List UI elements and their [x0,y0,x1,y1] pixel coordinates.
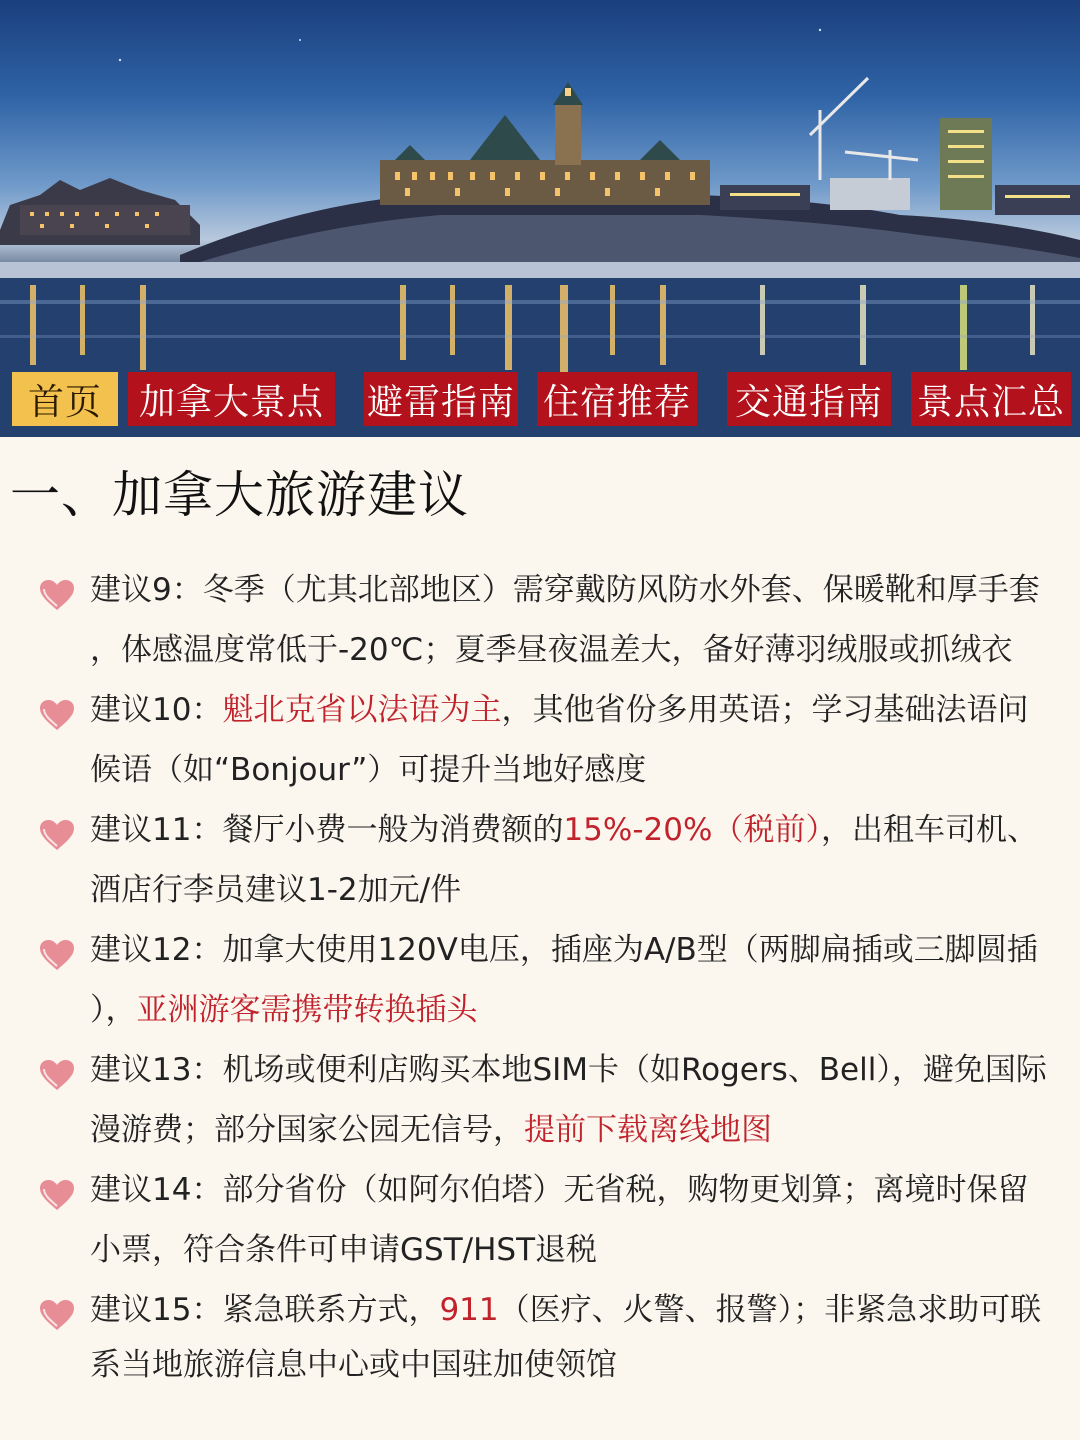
tip-text: ）， [90,992,137,1028]
tip-text: 建议10： [90,692,223,728]
nav-tab-attractions-summary[interactable]: 景点汇总 [911,372,1071,426]
tip-text: 建议13：机场或便利店购买本地SIM卡（如Rogers、Bell），避免国际 [90,1052,1047,1088]
heart-icon [38,1178,76,1212]
tip-line-1 [90,1050,1050,1090]
tip-text: 建议15：紧急联系方式， [90,1292,440,1328]
tip-line-2 [90,990,1050,1030]
nav-tab-canada-attractions[interactable]: 加拿大景点 [128,372,335,426]
tip-line-2 [90,630,1050,670]
chateau-hotel [0,178,200,245]
heart-icon [38,578,76,612]
tip-text: 候语（如“Bonjour”）可提升当地好感度 [90,752,647,788]
tip-text: 小票，符合条件可申请GST/HST退税 [90,1232,598,1268]
top-nav [0,370,1080,430]
highlight-text: 魁北克省以法语为主 [222,692,502,728]
parliament-building [380,82,710,205]
tip-line-1 [90,1290,1050,1330]
tip-line-2 [90,1110,1050,1150]
highlight-text: 15%-20%（税前） [563,812,821,848]
tip-text: 建议12：加拿大使用120V电压，插座为A/B型（两脚扁插或三脚圆插 [90,932,1038,968]
nav-tab-home[interactable]: 首页 [12,372,118,426]
heart-icon [38,938,76,972]
heart-icon [38,698,76,732]
tip-line-2 [90,750,1050,790]
tip-text: （医疗、火警、报警）；非紧急求助可联 [498,1292,1042,1328]
nav-tab-pitfall-guide[interactable]: 避雷指南 [364,372,518,426]
tip-text: 建议9：冬季（尤其北部地区）需穿戴防风防水外套、保暖靴和厚手套 [90,572,1040,608]
highlight-text: 911 [439,1292,499,1328]
heart-icon [38,1058,76,1092]
hero-photo [0,0,1080,437]
heart-icon [38,1298,76,1332]
highlight-text: 亚洲游客需携带转换插头 [136,992,478,1028]
tip-text: 建议11：餐厅小费一般为消费额的 [90,812,564,848]
tip-text: ，出租车司机、 [820,812,1038,848]
highlight-text: 提前下载离线地图 [524,1112,772,1148]
tip-text: ，体感温度常低于-20℃；夏季昼夜温差大，备好薄羽绒服或抓绒衣 [90,632,1013,668]
tip-line-2 [90,1345,1050,1385]
tip-line-2 [90,1230,1050,1270]
tip-text: 漫游费；部分国家公园无信号， [90,1112,524,1148]
tip-line-2 [90,870,1050,910]
nav-tab-lodging[interactable]: 住宿推荐 [537,372,697,426]
tip-line-1 [90,570,1050,610]
tip-text: ，其他省份多用英语；学习基础法语问 [501,692,1029,728]
tip-line-1 [90,930,1050,970]
nav-tab-transport[interactable]: 交通指南 [727,372,891,426]
tip-line-1 [90,810,1050,850]
city-buildings [720,78,1080,215]
heart-icon [38,818,76,852]
tip-line-1 [90,690,1050,730]
section-title: 一、加拿大旅游建议 [10,466,469,524]
tip-line-1 [90,1170,1050,1210]
tip-text: 系当地旅游信息中心或中国驻加使领馆 [90,1347,617,1383]
tip-text: 酒店行李员建议1-2加元/件 [90,872,462,908]
tip-text: 建议14：部分省份（如阿尔伯塔）无省税，购物更划算；离境时保留 [90,1172,1029,1208]
